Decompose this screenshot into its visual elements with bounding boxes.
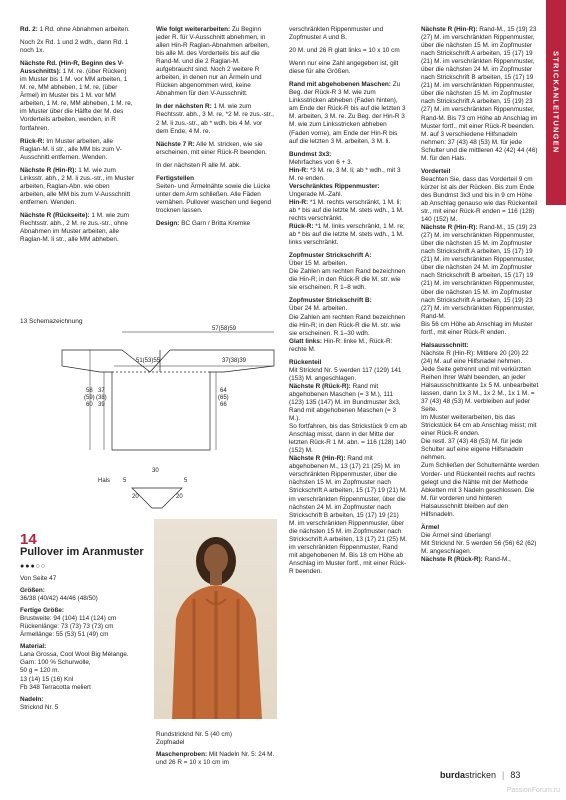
collar-piece [132,488,182,508]
label-left-height: 58 (59) 60 [84,388,95,408]
label-collar-20-left: 20 [132,494,139,500]
col3-paragraph: 20 M. und 26 R glatt links = 10 x 10 cm [289,47,400,55]
label-collar-5-left: 5 [123,478,127,484]
col1-paragraph: Rd. 2: 1 Rd. ohne Abnahmen arbeiten. [20,26,130,33]
col4-paragraph: Halsausschnitt: Nächste R (Hin-R): Mittlere 20 (20) 22 (24) M. auf eine Hilfsnadel nehmen. Jede Seite getrennt und mit verkürzten Reihen Ihrer Wahl beenden, an jeder Halsausschnittkante 1x 5 M. unbearbeitet lassen, dann 1x 3 M., 1x 2 M., 1x 1 M. = 37 (43) 48 (53) M. verbleiben auf jeder Seite. Im Muster weiterarbeiten, bis das Strickstück 64 cm ab Anschlag misst; mit einer Rück-R enden. Die restl. 37 (43) 48 (53) M. für jede Schulter auf eine eigene Hilfsnadeln nehmen. Zum Schließen der Schulternähte werden Vorder- und Rückenteil rechts auf rechts gelegt und die Nähte mit der Methode Abketten mit 3 Nadeln geschlossen. Die M. für vorderen und hinteren Halsausschnitt bleiben auf den Hilfsnadeln. [421,341,539,518]
section-tab [546,0,566,205]
col3-paragraph: Rückenteil Mit Stricknd Nr. 5 werden 117 (129) 141 (153) M. angeschlagen. Nächste R (Rück-R): Rand mit abgehobenen Maschen (= 3 M.), 111 (123) 135 (147) M. im Bundmuster 3x3, Rand mit abgehobenen Maschen (= 3 M.). So fortfahren, bis das Strickstück 9 cm ab Anschlag misst, dann in der Mitte der letzten Rück-R 1 M. abn. = 116 (128) 140 (152) M. Nächste R (Hin-R): Rand mit abgehobenen M., 13 (17) 21 (25) M. im verschränkten Rippenmuster, über die nächsten 15 M. im Zopfmuster nach Strickschrift A arbeiten, 15 (17) 19 (21) M. im verschränkten Rippenmuster, über die nächsten 24 M. im Zopfmuster nach Strickschrift B arbeiten, 15 (17) 19 (21) M. im verschränkten Rippenmuster, über die nächsten 15 M. im Zopfmuster nach Strickschrift A arbeiten, 13 (17) 21 (25) M. im verschränkten Rippenmuster, Rand mit abgehobenen M. Bis 18 cm Höhe ab Anschlag im Muster fortf., mit einer Rück-R beenden. [289,358,407,575]
label-right-height: 64 (65) 66 [218,388,229,408]
label-mid-height: 37 (38) 39 [96,388,107,408]
col1-paragraph: Noch 2x Rd. 1 und 2 wdh., dann Rd. 1 noch 1x. [20,39,129,55]
col1-paragraph: Nächste R (Rückseite): 1 M. wie zum Rechtsstr. abh., 2 M. re zus.-str., ohne Abnahmen im Muster arbeiten, alle Raglan-M. li str., alle MM abheben. [20,211,130,244]
info-paragraph: Rundstricknd Nr. 5 (40 cm) Zopfnadel [156,731,233,747]
col3-paragraph: Zopfmuster Strickschrift B: Über 24 M. arbeiten. Die Zahlen am rechten Rand bezeichnen die Hin-R; in den Rück-R die M. str. wie sie erscheinen. R 1–30 wdh. Glatt links: Hin-R: linke M., Rück-R: rechte M. [289,297,406,353]
info-paragraph: Von Seite 47 [20,575,57,582]
text-column-2 [156,26,276,233]
page-number: 83 [510,770,521,780]
footer-section: stricken [465,770,497,780]
watermark: PassionForum.ru [506,787,560,794]
pattern-title: Pullover im Aranmuster [20,546,144,558]
label-collar-20-right: 20 [176,494,183,500]
info-paragraph: Nadeln: Stricknd Nr. 5 [20,695,59,711]
diagram-title: 13 Schemazeichnung [20,318,83,325]
info-paragraph: Maschenproben: Mit Nadeln Nr. 5: 24 M. und 26 R = 10 x 10 cm im [156,751,275,767]
col3-paragraph: verschränkten Rippenmuster und Zopfmuster A und B. [289,26,384,42]
col2-paragraph: Design: BC Garn / Britta Kremke [156,219,251,227]
col4-paragraph: Ärmel Die Ärmel sind überlang! Mit Stricknd Nr. 5 werden 56 (56) 62 (62) M. angeschlagen. Nächste R (Rück-R): Rand-M., [421,523,537,563]
photo-caption [156,731,278,771]
col4-paragraph: Nächste R (Hin-R): Rand-M., 15 (19) 23 (27) M. im verschränkten Rippenmuster, über die nächsten 15 M. im Zopfmuster nach Strickschrift A arbeiten, 15 (17) 19 (21) M. im verschränkten Rippenmuster, über die nächsten 24 M. im Zopfmuster nach Strickschrift B arbeiten, 15 (17) 19 (21) M. im verschränkten Rippenmuster, über die nächsten 15 M. im Zopfmuster nach Strickschrift A arbeiten, 15 (19) 23 (27) M. im verschränkten Rippenmuster, Rand-M. Bis 73 cm Höhe ab Anschlag im Muster fortf., mit einer Rück-R beenden. M. auf 3 verschiedene Hilfsnadeln nehmen: 37 (43) 48 (53) M. für jede Schulter und die mittleren 42 (42) 44 (46) M. für den Hals. [421,26,538,162]
difficulty-rating: ●●●○○ [20,563,47,570]
text-column-3 [289,26,407,581]
pattern-number: 14 [20,531,37,548]
footer-brand: burda [440,770,466,780]
col2-paragraph: Nächste 7 R: Alle M. stricken, wie sie erscheinen, mit einer Rück-R beenden. [156,140,267,156]
info-paragraph: Fertige Größe: Brustweite: 94 (104) 114 (124) cm Rückenlänge: 73 (73) 73 (73) cm Ärmellänge: 55 (53) 51 (49) cm [20,607,117,639]
pattern-info [20,575,140,716]
info-paragraph: Material: Lana Grossa, Cool Wool Big Mélange. Garn: 100 % Schurwolle, 50 g = 120 m. 13 (14) 15 (16) Knl Fb 348 Terracotta meliert [20,643,129,691]
col2-paragraph: In der nächsten R alle M. abk. [156,161,241,169]
col3-paragraph: Zopfmuster Strickschrift A: Über 15 M. arbeiten. Die Zahlen am rechten Rand bezeichnen die Hin-R; in den Rück-R die M. str. wie sie erscheinen. R 1–8 wdh. [289,252,406,292]
label-sleeve-width: 37(38)39 [222,358,247,364]
col1-paragraph: Nächste R (Hin-R): 1 M. wie zum Linksstr. abh., 2 M. li zus.-str., im Muster arbeiten, Raglan-Abn. wie oben arbeiten, alle MM bis zum V-Ausschnitt entfernen. Wenden. [20,166,134,206]
col3-paragraph: Rand mit abgehobenen Maschen: Zu Beg. der Rück-R 3 M. wie zum Linksstricken abheben (Faden hinten), am Ende der Rück-R bis auf die letzten 3 M. arbeiten, 3 M. re. Zu Beg. der Hin-R 3 M. wie zum Linksstricken abheben (Faden vorne), am Ende der Hin-R bis auf die letzten 3 M. arbeiten, 3 M. li. [289,81,406,145]
label-collar: Hals [98,478,111,484]
col1-paragraph: Nächste Rd. (Hin-R, Beginn des V-Ausschnitts): 1 M. re. (über Rücken) im Muster bis 1 M. vor MM arbeiten, 1 M. re, MM abheben, 1 M. re, (über Ärmel) im Muster bis 1 M. vor MM arbeiten, 1 M. re, MM abheben, 1 M. re, im Muster über die Hälfte der M. des Vorderteils arbeiten, wenden, in R fortfahren. [20,60,133,132]
col4-paragraph: Vorderteil Beachten Sie, dass das Vorderteil 9 cm kürzer ist als der Rücken. Bis zum Ende des Bundmst 3x3 und bis in 9 cm Höhe ab Anschlag genauso wie das Rückenteil str., mit einer Rück-R enden = 116 (128) 140 (152) M. Nächste R (Hin-R): Rand-M., 15 (19) 23 (27) M. im verschränkten Rippenmuster, über die nächsten 15 M. im Zopfmuster nach Strickschrift A arbeiten, 15 (17) 19 (21) M. im verschränkten Rippenmuster, über die nächsten 24 M. im Zopfmuster nach Strickschrift B arbeiten, 15 (17) 19 (21) M. im verschränkten Rippenmuster, über die nächsten 15 M. im Zopfmuster nach Strickschrift A arbeiten, 15 (19) 23 (27) M. im verschränkten Rippenmuster, Rand-M. Bis 56 cm Höhe ab Anschlag im Muster fortf., mit einer Rück-R enden. [421,167,538,336]
col2-paragraph: Wie folgt weiterarbeiten: Zu Beginn jeder R. für V-Ausschnitt abnehmen, in allen Hin-R Raglan-Abnahmen arbeiten, bis alle M. des Vorderteils bis auf die Rand-M. und die 2 Raglan-M. aufgebraucht sind. Noch 2 weitere R arbeiten, in denen nur an Ärmeln und Rücken abgenommen wird, keine Abnahmen für den V-Ausschnitt. [156,26,270,98]
schematic-diagram [60,320,285,515]
col2-paragraph: In der nächsten R: 1 M. wie zum Rechtsstr. abh., 3 M. re, *2 M. re zus.-str., 2 M. li zus.-str., ab * wdh. bis 4 M. vor dem Ende, 4 M. re. [156,103,274,135]
label-top-width: 57(58)59 [212,326,237,332]
label-collar-30: 30 [152,468,159,474]
label-neck-width: 51(53)55 [136,358,161,364]
page-footer: burdastricken | 83 [440,770,521,780]
model-photo [154,519,277,719]
section-tab-label: STRICKANLEITUNGEN [551,51,561,154]
label-collar-5-right: 5 [184,478,188,484]
text-column-1 [20,26,135,249]
text-column-4 [421,26,539,569]
col1-paragraph: Rück-R: Im Muster arbeiten, alle Raglan-M. li str., alle MM bis zum V-Ausschnitt entfernen. Wenden. [20,137,122,161]
model-photo-illustration [154,519,277,719]
col3-paragraph: Wenn nur eine Zahl angegeben ist, gilt diese für alle Größen. [289,60,399,76]
info-paragraph: Größen: 36/38 (40/42) 44/46 (48/50) [20,587,98,603]
col2-paragraph: Fertigstellen Seiten- und Ärmelnähte sowie die Lücke unter dem Arm schließen. Alle Fäden vernähen. Pullover waschen und liegend trocknen lassen. [156,174,272,214]
col3-paragraph: Bundmst 3x3: Mehrfaches von 6 + 3. Hin-R: *3 M. re, 3 M. li; ab * wdh., mit 3 M. re enden. Verschränktes Rippenmuster: Ungerade M.-Zahl. Hin-R: *1 M. rechts verschränkt, 1 M. li; ab * bis auf die letzte M. stets wdh., 1 M. rechts verschränkt. Rück-R: *1 M. links verschränkt, 1 M. re; ab * bis auf die letzte M. stets wdh., 1 M. links verschränkt. [289,150,405,247]
